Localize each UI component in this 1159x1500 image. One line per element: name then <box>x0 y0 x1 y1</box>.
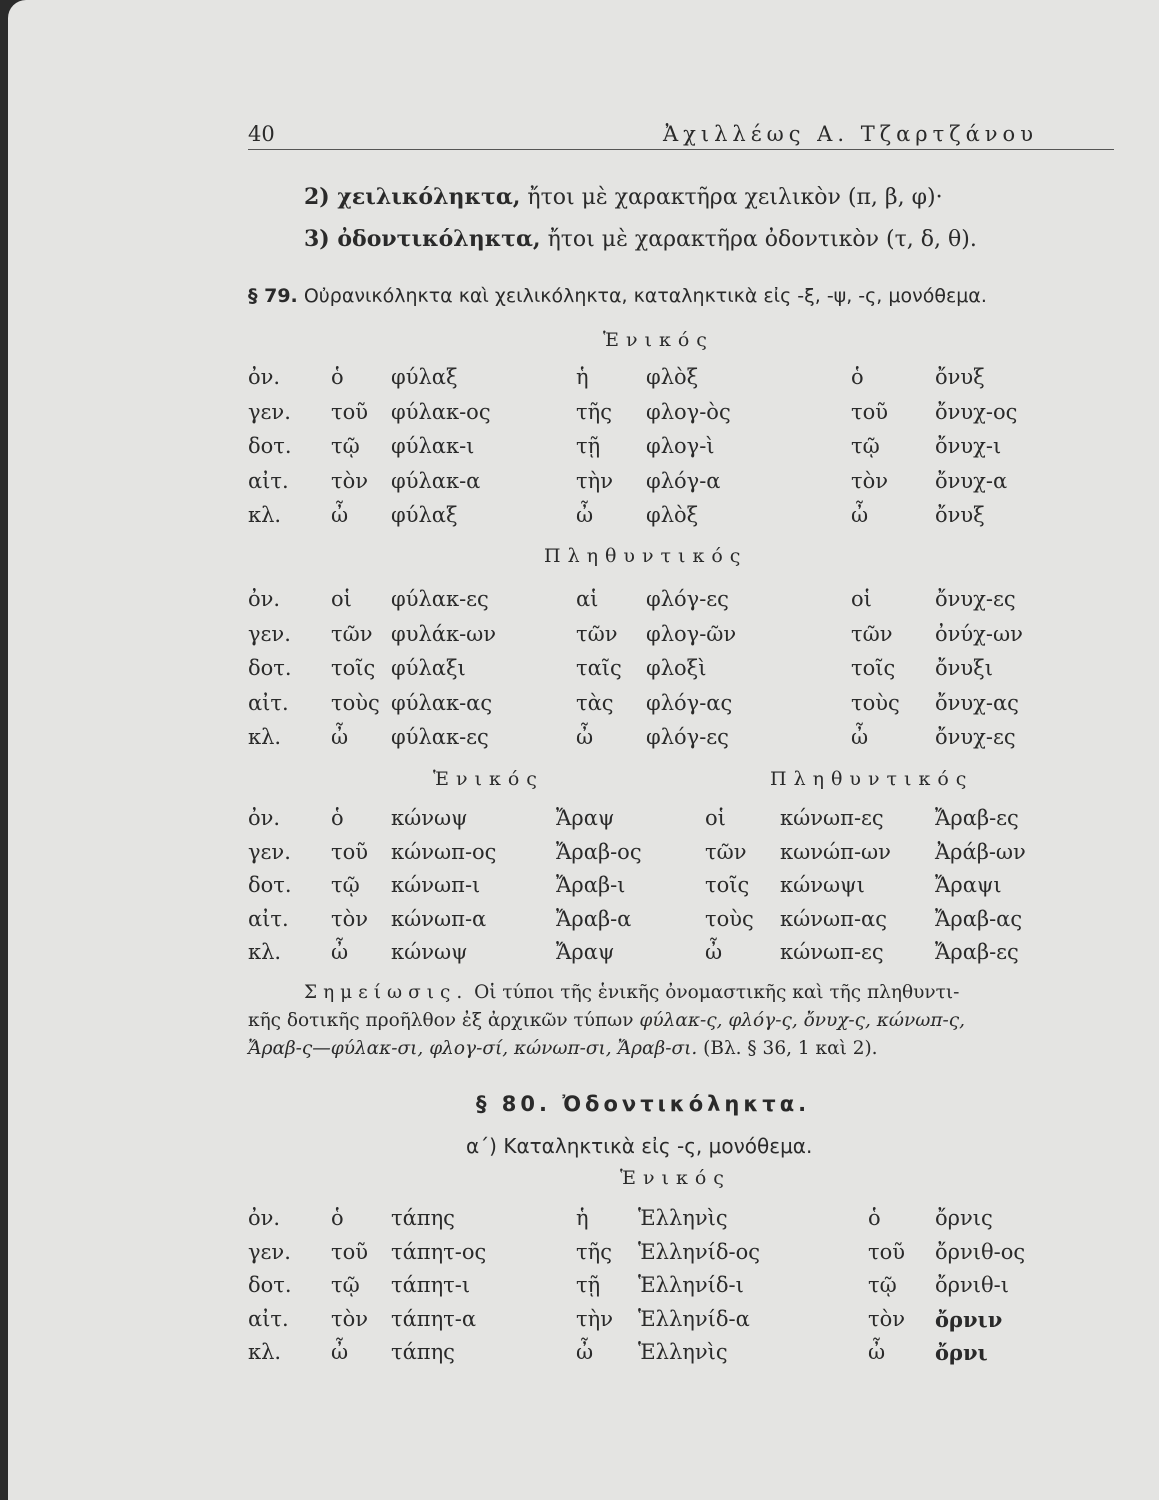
table-cell: τοὺς <box>851 690 900 715</box>
table-cell: ὦ <box>851 503 869 527</box>
table-cell: τῷ <box>331 873 360 897</box>
table-cell: ὦ <box>868 1340 886 1364</box>
table-cell: Ἄραβ-ες <box>935 806 1019 830</box>
table-cell: τοῖς <box>331 656 376 680</box>
section-80-singular-label: Ἑνικός <box>620 1167 731 1189</box>
table-cell: ἡ <box>576 365 589 389</box>
table-cell: κλ. <box>248 503 282 527</box>
table-cell: Ἀράβ-ων <box>935 839 1026 864</box>
table-cell: ὦ <box>576 725 594 749</box>
table-cell: τοῦ <box>331 1239 369 1264</box>
table-cell: κλ. <box>248 940 282 964</box>
table-cell: ὄνυχ-ες <box>935 587 1016 611</box>
table-cell: δοτ. <box>248 434 292 458</box>
book-page <box>8 0 1159 1500</box>
intro-line-1 <box>304 184 943 210</box>
table-cell: δοτ. <box>248 1273 292 1297</box>
table-cell: τοῖς <box>851 656 896 680</box>
section-80-subheading: α΄) Καταληκτικὰ εἰς -ς, μονόθεμα. <box>466 1134 813 1158</box>
table-cell: φύλαξ <box>391 503 458 527</box>
intro-line-2 <box>304 226 977 252</box>
table-cell: τῇ <box>576 1273 601 1297</box>
singular-label: Ἑνικός <box>603 329 714 351</box>
table-cell: τοῦ <box>331 839 369 864</box>
note-line-2 <box>248 1010 965 1031</box>
table-cell: φύλακ-ας <box>391 690 493 715</box>
table-cell: ἡ <box>576 1206 589 1230</box>
table-cell: αἰτ. <box>248 1306 289 1331</box>
table-cell: κώνωπ-ος <box>391 839 497 864</box>
table-cell: κώνωπ-α <box>391 906 487 931</box>
table-cell: τοὺς <box>331 690 380 715</box>
table-cell: φλόγ-ες <box>646 725 729 749</box>
table-cell: κλ. <box>248 1340 282 1364</box>
table-cell: φύλακ-ος <box>391 399 491 424</box>
table-cell: τὸν <box>851 468 889 493</box>
table-cell: αἰτ. <box>248 690 289 715</box>
table-cell: φυλάκ-ων <box>391 621 497 646</box>
note-text-1: Οἱ τύποι τῆς ἑνικῆς ὀνομαστικῆς καὶ τῆς πληθυντι- <box>474 982 960 1003</box>
table-cell: γεν. <box>248 399 291 424</box>
note-label: Σημείωσις. <box>304 982 469 1003</box>
table-cell: φλοξὶ <box>646 656 707 680</box>
table-cell: κώνωψι <box>780 873 865 897</box>
page-number: 40 <box>248 122 275 146</box>
table-cell: κώνωπ-ες <box>780 940 884 964</box>
table-cell: φλογ-ῶν <box>646 621 737 646</box>
table-cell: κώνωπ-ι <box>391 873 481 897</box>
table-cell: τάπης <box>391 1206 455 1230</box>
intro-term-1: 2) χειλικόληκτα, <box>304 184 521 210</box>
table-cell: κλ. <box>248 725 282 749</box>
table-cell: τῷ <box>331 434 360 458</box>
table-cell: ὄνυχ-ος <box>935 399 1018 424</box>
table-cell: ὁ <box>331 806 344 830</box>
table-cell: ὦ <box>331 1340 349 1364</box>
table-cell: τοῖς <box>705 873 750 897</box>
table-cell: Ἄραψι <box>935 873 1002 897</box>
table-cell: Ἄραψ <box>556 940 615 964</box>
table-cell: ὦ <box>576 1340 594 1364</box>
table-cell: Ἑλληνίδ-α <box>638 1306 750 1331</box>
note-text-3b: (Βλ. § 36, 1 καὶ 2). <box>703 1038 878 1059</box>
table-cell: φλὸξ <box>646 365 699 389</box>
note-line-3 <box>248 1038 878 1059</box>
table-cell: Ἑλληνίδ-ι <box>638 1273 744 1297</box>
table-cell: φλόγ-ες <box>646 587 729 611</box>
table-cell: αἰτ. <box>248 906 289 931</box>
table-cell: ὄνυχ-ες <box>935 725 1016 749</box>
table2-singular-label: Ἑνικός <box>433 768 544 790</box>
table-cell: ὦ <box>851 725 869 749</box>
table2-plural-label: Πληθυντικός <box>770 768 974 790</box>
table-cell: ὁ <box>331 1206 344 1230</box>
table-cell: ὁ <box>851 365 864 389</box>
table-cell: τοῦ <box>868 1239 906 1264</box>
table-cell: κώνωπ-ας <box>780 906 887 931</box>
table-cell: Ἄραβ-ας <box>935 906 1023 931</box>
table-cell: τῆς <box>576 399 612 424</box>
table-cell: τὴν <box>576 1306 613 1331</box>
table-cell: ὀνύχ-ων <box>935 621 1023 646</box>
table-cell: ὀν. <box>248 587 281 611</box>
table-cell: ὀν. <box>248 1206 281 1230</box>
table-cell: κώνωψ <box>391 940 468 964</box>
table-cell: τὴν <box>576 468 613 493</box>
table-cell: φλόγ-α <box>646 468 721 493</box>
table-cell: ὄρνις <box>935 1206 993 1230</box>
table-cell: γεν. <box>248 621 291 646</box>
table-cell: ὀν. <box>248 365 281 389</box>
table-cell: τὸν <box>331 468 369 493</box>
table-cell: Ἑλληνίδ-ος <box>638 1239 761 1264</box>
table-cell: οἱ <box>851 587 872 611</box>
table-cell: ὄρνιθ-ος <box>935 1239 1026 1264</box>
note-text-2a: κῆς δοτικῆς προῆλθον ἐξ ἀρχικῶν τύπων <box>248 1010 634 1031</box>
table-cell: τῶν <box>705 839 747 864</box>
table-cell: τάπητ-ος <box>391 1239 487 1264</box>
table-cell: ὦ <box>331 725 349 749</box>
table-cell: ὄνυξ <box>935 365 985 389</box>
table-cell: τῶν <box>331 621 373 646</box>
table-cell: κωνώπ-ων <box>780 839 891 864</box>
section-79-title: Οὐρανικόληκτα καὶ χειλικόληκτα, καταληκτικὰ εἰς -ξ, -ψ, -ς, μονόθεμα. <box>303 285 987 307</box>
table-cell: φύλακ-ι <box>391 434 475 458</box>
note-line-1 <box>304 982 959 1003</box>
table-cell: ὄνυχ-α <box>935 468 1008 493</box>
table-cell: τάπητ-ι <box>391 1273 471 1297</box>
plural-label: Πληθυντικός <box>544 545 748 567</box>
table-cell: τὸν <box>868 1306 906 1331</box>
table-cell: ὀν. <box>248 806 281 830</box>
table-cell: Ἑλληνὶς <box>638 1206 728 1230</box>
intro-term-2: 3) ὀδοντικόληκτα, <box>304 226 541 252</box>
section-79-heading <box>248 285 987 307</box>
table-cell: τῷ <box>868 1273 897 1297</box>
note-text-2b: φύλακ-ς, φλόγ-ς, ὄνυχ-ς, κώνωπ-ς, <box>639 1010 965 1031</box>
section-79-number: § 79. <box>248 285 298 307</box>
table-cell: τῷ <box>331 1273 360 1297</box>
table-cell: γεν. <box>248 839 291 864</box>
table-cell: ὄνυχ-ι <box>935 434 1002 458</box>
table-cell: τῶν <box>851 621 893 646</box>
table-cell: δοτ. <box>248 873 292 897</box>
table-cell: ὁ <box>331 365 344 389</box>
table-cell: τὸν <box>331 1306 369 1331</box>
table-cell: ὦ <box>331 503 349 527</box>
table-cell: ὄνυχ-ας <box>935 690 1019 715</box>
table-cell: τοῦ <box>851 399 889 424</box>
table-cell: τοῦ <box>331 399 369 424</box>
table-cell: ὦ <box>705 940 723 964</box>
table-cell: οἱ <box>705 806 726 830</box>
table-cell: ὄρνιθ-ι <box>935 1273 1009 1297</box>
table-cell: ὁ <box>868 1206 881 1230</box>
table-cell: αἰτ. <box>248 468 289 493</box>
intro-text-2: ἤτοι μὲ χαρακτῆρα ὀδοντικὸν (τ, δ, θ). <box>547 227 977 252</box>
table-cell: τῶν <box>576 621 618 646</box>
table-cell: αἱ <box>576 587 599 611</box>
table-cell: φλογ-ὶ <box>646 434 715 458</box>
table-cell: τάπης <box>391 1340 455 1364</box>
table-cell: δοτ. <box>248 656 292 680</box>
table-cell: ὦ <box>331 940 349 964</box>
table-cell: ὄνυξ <box>935 503 985 527</box>
note-text-3a: Ἄραβ-ς—φύλακ-σι, φλογ-σί, κώνωπ-σι, Ἄραβ-σι. <box>248 1038 698 1059</box>
table-cell: φύλακ-ες <box>391 587 489 611</box>
table-cell: γεν. <box>248 1239 291 1264</box>
table-cell: τῷ <box>851 434 880 458</box>
table-cell: ὄρνι <box>935 1340 988 1365</box>
table-cell: ὄνυξι <box>935 656 993 680</box>
running-title: Ἀχιλλέως Α. Τζαρτζάνου <box>663 122 1038 146</box>
table-cell: τὸν <box>331 906 369 931</box>
table-cell: Ἑλληνὶς <box>638 1340 728 1364</box>
table-cell: φλογ-ὸς <box>646 399 731 424</box>
table-cell: Ἄραβ-ες <box>935 940 1019 964</box>
table-cell: οἱ <box>331 587 352 611</box>
table-cell: ταῖς <box>576 656 622 680</box>
table-cell: φλόγ-ας <box>646 690 733 715</box>
table-cell: φύλακ-α <box>391 468 481 493</box>
table-cell: φύλαξ <box>391 365 458 389</box>
table-cell: τοὺς <box>705 906 754 931</box>
table-cell: Ἄραψ <box>556 806 615 830</box>
table-cell: τῇ <box>576 434 601 458</box>
table-cell: κώνωψ <box>391 806 468 830</box>
intro-text-1: ἤτοι μὲ χαρακτῆρα χειλικὸν (π, β, φ)· <box>527 185 943 210</box>
table-cell: τὰς <box>576 690 614 715</box>
table-cell: φλὸξ <box>646 503 699 527</box>
section-80-heading: § 80. Ὀδοντικόληκτα. <box>476 1092 811 1116</box>
table-cell: Ἄραβ-ος <box>556 839 642 864</box>
table-cell: ὄρνιν <box>935 1306 1003 1332</box>
table-cell: τῆς <box>576 1239 612 1264</box>
table-cell: κώνωπ-ες <box>780 806 884 830</box>
table-cell: Ἄραβ-ι <box>556 873 626 897</box>
header-rule <box>248 149 1114 150</box>
table-cell: τάπητ-α <box>391 1306 477 1331</box>
table-cell: φύλαξι <box>391 656 466 680</box>
table-cell: ὦ <box>576 503 594 527</box>
table-cell: φύλακ-ες <box>391 725 489 749</box>
table-cell: Ἄραβ-α <box>556 906 632 931</box>
